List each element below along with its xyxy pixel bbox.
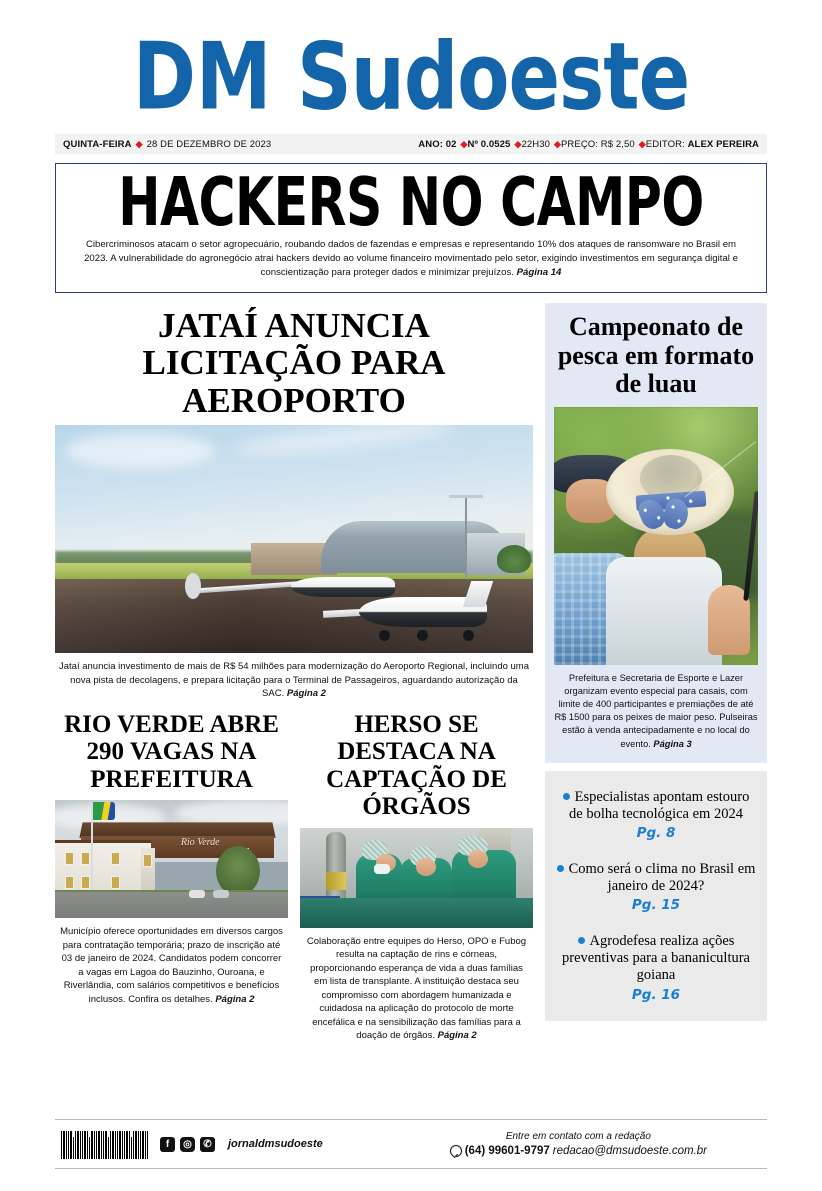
caption-text: Colaboração entre equipes do Herso, OPO e Fubog resulta na captação de rins e córneas, proporcionando esperança de vida a duas famílias em lista de transplante. A instituição destaca seu compromisso com abordagem humanizada e cuidadosa na aplicação do protocolo de morte encefálica e na sensibilização das famílias para a doação de órgãos. xyxy=(306,935,527,1042)
numero-label: Nº 0.0525 xyxy=(467,138,511,150)
sub-stories-row xyxy=(55,707,533,1043)
contact-phone[interactable]: (64) 99601-9797 xyxy=(464,1145,550,1157)
contact-heading: Entre em contato com a redação xyxy=(505,1131,651,1142)
ano-label: ANO: 02 xyxy=(418,138,457,150)
green-drape xyxy=(300,898,533,928)
bullet-page-ref: Pg. 15 xyxy=(631,897,681,914)
bullet-label: Como será o clima no Brasil em janeiro de 2024? xyxy=(568,861,756,895)
sidebar-bullets-panel xyxy=(545,771,767,1021)
caption-text: Município oferece oportunidades em diversos cargos para contratação temporária; prazo de inscrição até 03 de janeiro de 2024. Candidatos podem concorrer a vagas em Lagoa do Bauzinho, Ouroana, e Riverlândia, com salários competitivos e benefícios inclusos. Confira os detalhes. xyxy=(60,926,283,1005)
contact-details xyxy=(450,1145,707,1157)
main-story-headline: JATAÍ ANUNCIA LICITAÇÃO PARA AEROPORTO xyxy=(142,305,446,420)
airplane-front xyxy=(345,583,495,641)
tree xyxy=(216,846,260,896)
lead-page-ref: Página 14 xyxy=(516,267,562,278)
caption-text: Jataí anuncia investimento de mais de R$ 54 milhões para modernização do Aeroporto Regional, incluindo uma nova pista de decolagens, e prepara licitação para o Terminal de Passageiros, aguardando autorização da SAC. xyxy=(59,661,529,700)
bullet-label: Agrodefesa realiza ações preventivas para a bananicultura goiana xyxy=(561,933,750,984)
tail xyxy=(463,581,493,607)
diamond-icon: ◆ xyxy=(638,138,646,149)
face xyxy=(416,858,436,876)
bullet-text xyxy=(555,789,757,823)
sub-story-herso xyxy=(300,707,533,1043)
sub-story-rio-verde xyxy=(55,707,288,1043)
lead-headline: HACKERS NO CAMPO xyxy=(118,165,704,242)
social-handle: jornaldmsudoeste xyxy=(228,1138,323,1150)
preco-label: PREÇO: R$ 2,50 xyxy=(561,138,635,150)
masthead xyxy=(55,0,767,131)
airport-photo xyxy=(55,425,533,653)
bullet-label: Especialistas apontam estouro de bolha tecnológica em 2024 xyxy=(569,788,750,822)
car xyxy=(189,890,205,898)
caption-page-ref: Página 2 xyxy=(437,1030,477,1042)
bullet-text xyxy=(555,933,757,984)
wheel xyxy=(417,630,428,641)
whatsapp-icon xyxy=(450,1145,462,1157)
barcode xyxy=(61,1129,149,1159)
diamond-icon: ◆ xyxy=(460,138,468,149)
sidebar-column xyxy=(545,303,767,1043)
window xyxy=(111,852,120,865)
caption-page-ref: Página 2 xyxy=(215,993,255,1005)
window xyxy=(111,876,120,889)
facebook-icon[interactable]: f xyxy=(160,1137,175,1152)
sub-story-headline: HERSO SE DESTACA NA CAPTAÇÃO DE ÓRGÃOS xyxy=(326,710,507,821)
twitter-icon[interactable]: ✆ xyxy=(200,1137,215,1152)
date-label: 28 DE DEZEMBRO DE 2023 xyxy=(146,138,272,150)
diamond-icon: ◆ xyxy=(135,138,143,149)
womans-top xyxy=(606,557,722,665)
weekday-label: QUINTA-FEIRA xyxy=(63,138,132,150)
surgery-photo xyxy=(300,828,533,928)
bullet-dot-icon xyxy=(557,865,564,872)
bullet-item[interactable] xyxy=(553,927,759,1006)
window xyxy=(65,876,74,889)
instagram-icon[interactable]: ◎ xyxy=(180,1137,195,1152)
sidebar-feature-panel xyxy=(545,303,767,763)
main-story-caption xyxy=(55,653,533,700)
caption-page-ref: Página 2 xyxy=(286,688,326,700)
footer-contact-group xyxy=(450,1131,767,1157)
diamond-icon: ◆ xyxy=(514,138,522,149)
contact-email[interactable]: redacao@dmsudoeste.com.br xyxy=(552,1145,707,1157)
edition-group xyxy=(418,139,759,150)
newspaper-logo xyxy=(55,22,767,131)
social-icons xyxy=(160,1137,215,1152)
bullet-page-ref: Pg. 8 xyxy=(636,825,676,842)
fishing-photo xyxy=(554,407,758,665)
logo-sudoeste: Sudoeste xyxy=(297,22,690,131)
cloud xyxy=(65,433,215,469)
diamond-icon: ◆ xyxy=(553,138,561,149)
bullet-dot-icon xyxy=(578,937,585,944)
light-pole xyxy=(465,497,467,577)
bullet-item[interactable] xyxy=(553,855,759,917)
window xyxy=(81,876,90,889)
editor-label: EDITOR: xyxy=(645,138,685,150)
brazil-flag xyxy=(93,802,115,820)
bullet-page-ref: Pg. 16 xyxy=(631,986,681,1003)
sub-story-headline: RIO VERDE ABRE 290 VAGAS NA PREFEITURA xyxy=(64,710,279,793)
page-footer xyxy=(55,1119,767,1169)
footer-left-group xyxy=(55,1129,323,1159)
window xyxy=(81,852,90,865)
main-column xyxy=(55,303,533,1043)
window xyxy=(143,854,152,867)
surgical-mask xyxy=(374,864,390,874)
logo-dm: DM xyxy=(132,22,272,131)
lead-story-box xyxy=(55,163,767,293)
hora-label: 22H30 xyxy=(521,138,550,150)
wheel xyxy=(379,630,390,641)
bullet-text xyxy=(555,861,757,895)
date-group xyxy=(63,139,271,150)
road xyxy=(55,892,288,918)
arch-sign-text: Rio Verde xyxy=(180,837,220,849)
sidebar-headline: Campeonato de pesca em formato de luau xyxy=(557,311,755,399)
sub-story-caption xyxy=(300,928,533,1043)
window xyxy=(65,852,74,865)
caption-page-ref: Página 3 xyxy=(653,738,692,749)
car xyxy=(213,890,229,898)
wheel xyxy=(463,630,474,641)
lead-body xyxy=(66,238,756,280)
tree xyxy=(497,545,531,573)
bullet-item[interactable] xyxy=(553,783,759,845)
lead-body-text: Cibercriminosos atacam o setor agropecuário, roubando dados de fazendas e empresas e representando 10% dos ataques de ransomware no Brasil em 2023. A vulnerabilidade do agronegócio atrai hackers devido ao volume financeiro movimentado pelo setor, exigindo investimentos em segurança digital e conscientização para proteger dados e minimizar prejuízos. xyxy=(84,239,738,278)
face xyxy=(468,850,488,868)
sub-story-caption xyxy=(55,918,288,1006)
sidebar-caption xyxy=(554,665,758,751)
edition-info-bar xyxy=(55,134,767,154)
caption-text: Prefeitura e Secretaria de Esporte e Lazer organizam evento especial para casais, com limite de 400 participantes e premiações de até R$ 1500 para os peixes de maior peso. Pulseiras estão à venda antecipadamente e no local do evento. xyxy=(554,672,758,749)
content-grid xyxy=(55,303,767,1043)
cylinder-band xyxy=(326,872,346,890)
bullet-dot-icon xyxy=(563,793,570,800)
editor-name: ALEX PEREIRA xyxy=(687,138,759,150)
rio-verde-photo xyxy=(55,800,288,918)
